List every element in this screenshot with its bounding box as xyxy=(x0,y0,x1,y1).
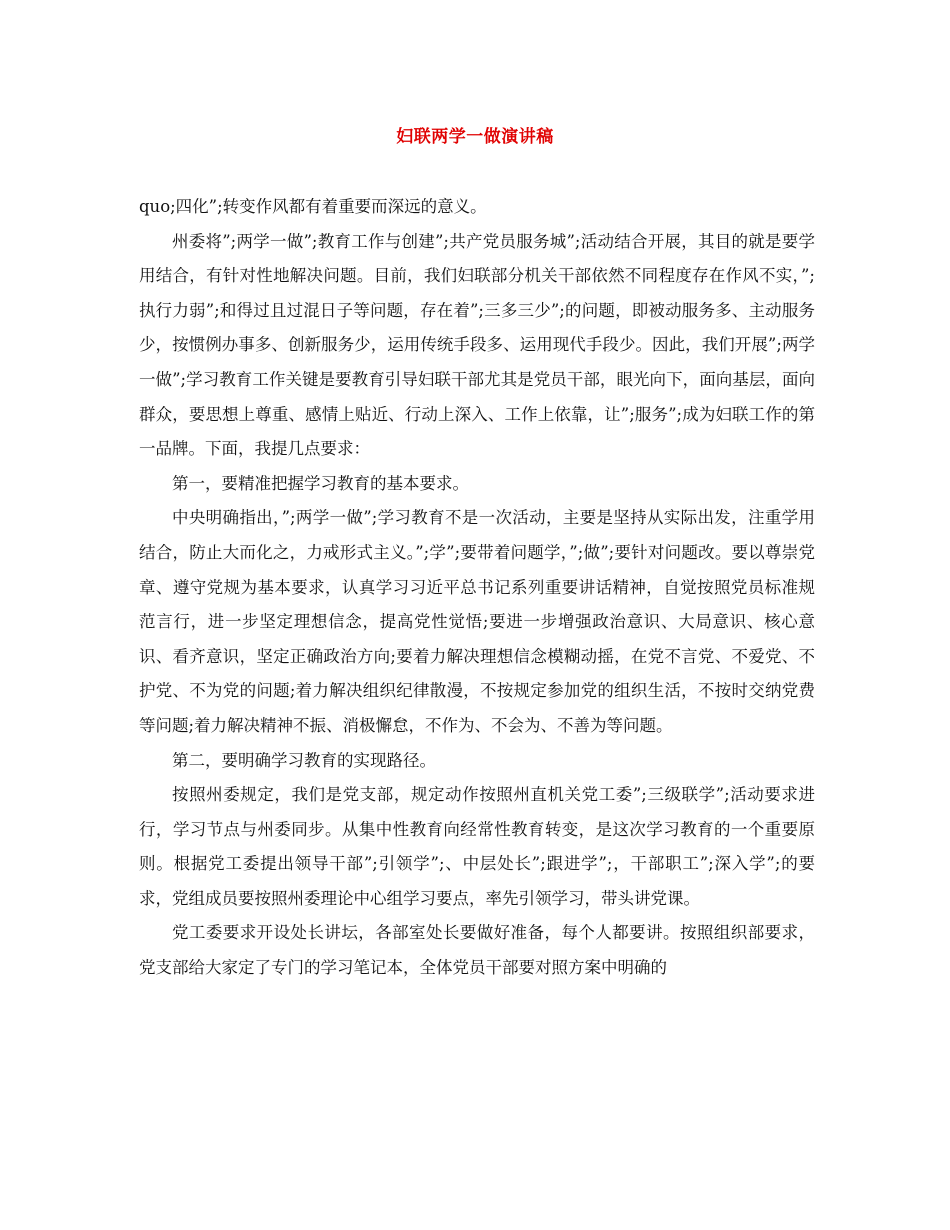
paragraph-5: 第二，要明确学习教育的实现路径。 xyxy=(172,750,436,770)
document-body xyxy=(139,190,815,986)
paragraph-7: 党工委要求开设处长讲坛，各部室处长要做好准备，每个人都要讲。按照组织部要求，党支部给大家定了专门的学习笔记本，全体党员干部要对照方案中明确的 xyxy=(139,923,815,978)
paragraph-3: 第一，要精准把握学习教育的基本要求。 xyxy=(172,473,469,493)
paragraph-6: 按照州委规定，我们是党支部，规定动作按照州直机关党工委”;三级联学”;活动要求进行，学习节点与州委同步。从集中性教育向经常性教育转变，是这次学习教育的一个重要原则。根据党工委提出领导干部”;引领学”;、中层处长”;跟进学”;，干部职工”;深入学”;的要求，党组成员要按照州委理论中心组学习要点，率先引领学习，带头讲党课。 xyxy=(139,785,815,908)
paragraph-1: quo;四化”;转变作风都有着重要而深远的意义。 xyxy=(139,197,487,216)
paragraph-2: 州委将”;两学一做”;教育工作与创建”;共产党员服务城”;活动结合开展，其目的就是要学用结合，有针对性地解决问题。目前，我们妇联部分机关干部依然不同程度存在作风不实，”;执行力弱”;和得过且过混日子等问题，存在着”;三多三少”;的问题，即被动服务多、主动服务少，按惯例办事多、创新服务少，运用传统手段多、运用现代手段少。因此，我们开展”;两学一做”;学习教育工作关键是要教育引导妇联干部尤其是党员干部，眼光向下，面向基层，面向群众，要思想上尊重、感情上贴近、行动上深入、工作上依靠，让”;服务”;成为妇联工作的第一品牌。下面，我提几点要求： xyxy=(139,231,815,459)
paragraph-4: 中央明确指出，”;两学一做”;学习教育不是一次活动，主要是坚持从实际出发，注重学用结合，防止大而化之，力戒形式主义。”;学”;要带着问题学，”;做”;要针对问题改。要以尊崇党章、遵守党规为基本要求，认真学习习近平总书记系列重要讲话精神，自觉按照党员标准规范言行，进一步坚定理想信念，提高党性觉悟;要进一步增强政治意识、大局意识、核心意识、看齐意识，坚定正确政治方向;要着力解决理想信念模糊动摇，在党不言党、不爱党、不护党、不为党的问题;着力解决组织纪律散漫，不按规定参加党的组织生活，不按时交纳党费等问题;着力解决精神不振、消极懈怠，不作为、不会为、不善为等问题。 xyxy=(139,508,815,735)
document-title: 妇联两学一做演讲稿 xyxy=(396,127,554,147)
